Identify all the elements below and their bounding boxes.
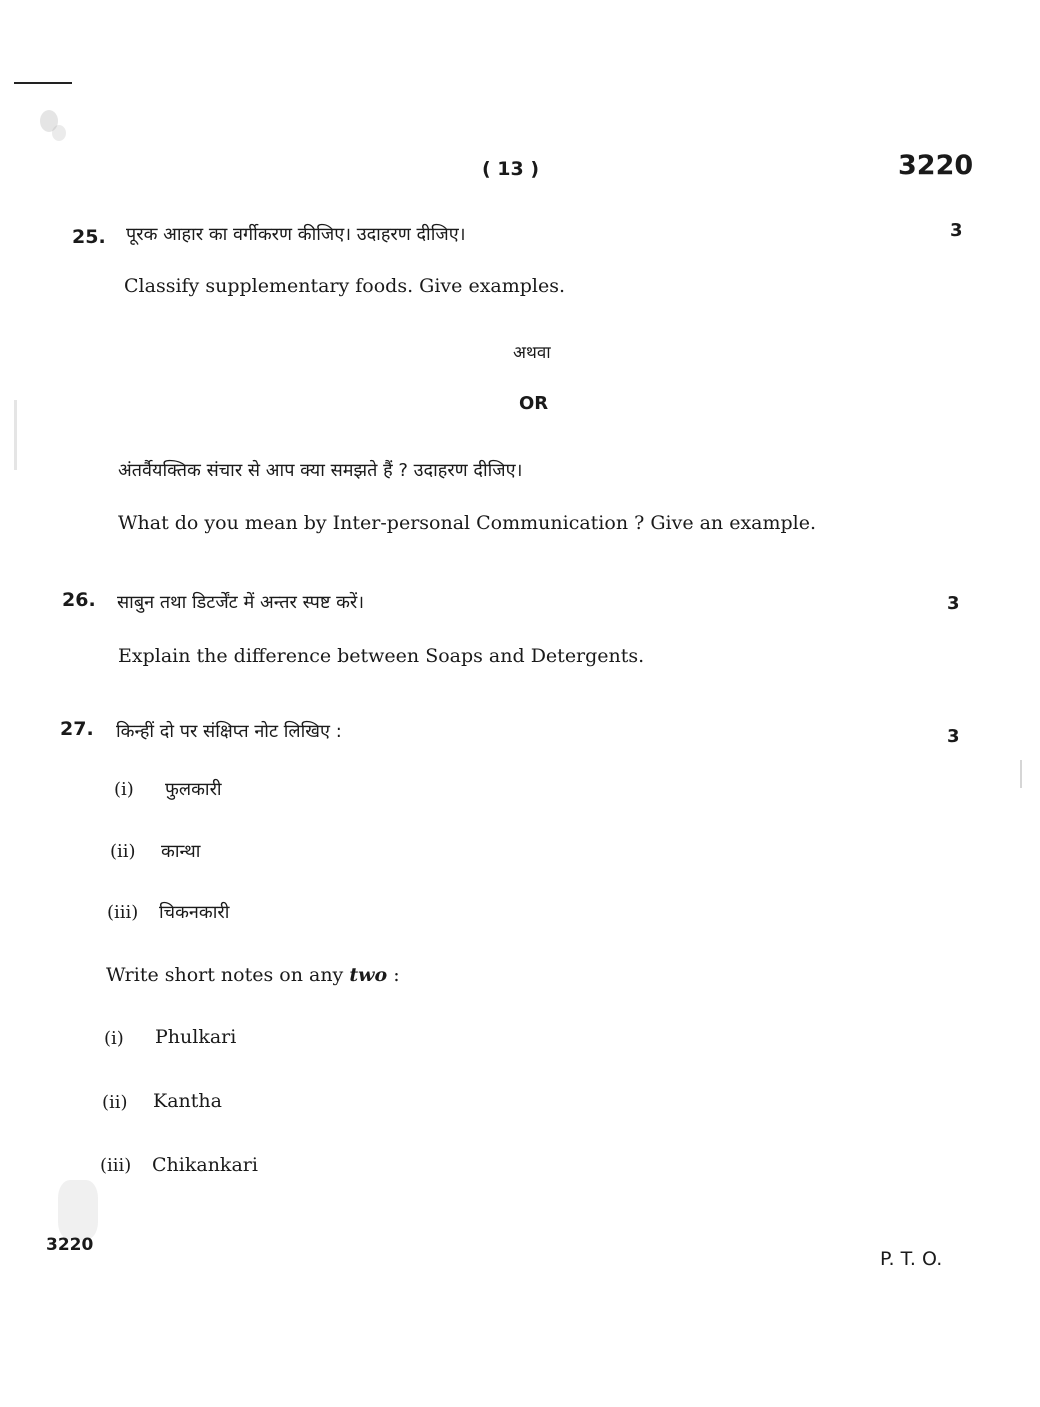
question-hindi-text: पूरक आहार का वर्गीकरण कीजिए। उदाहरण दीजिए। (126, 224, 466, 245)
scan-edge-mark (14, 400, 17, 470)
sub-item-english: Kantha (153, 1090, 222, 1112)
emphasis-text: two (349, 964, 388, 986)
or-english-label: OR (519, 393, 549, 414)
question-marks: 3 (947, 726, 960, 747)
sub-item-label: (i) (104, 1028, 124, 1049)
question-hindi-text: साबुन तथा डिटर्जेंट में अन्तर स्पष्ट करें। (117, 592, 365, 613)
alternate-question-english: What do you mean by Inter-personal Communication ? Give an example. (118, 512, 817, 534)
sub-item-label: (ii) (102, 1092, 128, 1113)
scan-edge-mark (1020, 760, 1022, 788)
sub-item-english: Phulkari (155, 1026, 237, 1048)
question-number: 27. (60, 718, 94, 740)
sub-item-hindi: चिकनकारी (159, 902, 230, 923)
question-hindi-text: किन्हीं दो पर संक्षिप्त नोट लिखिए : (116, 721, 342, 742)
question-marks: 3 (947, 593, 960, 614)
instruction-colon: : (387, 964, 400, 986)
scan-edge-mark (14, 82, 72, 84)
please-turn-over: P. T. O. (880, 1248, 943, 1270)
question-marks: 3 (950, 220, 963, 241)
question-english-text: Explain the difference between Soaps and Detergents. (118, 645, 645, 667)
or-hindi-label: अथवा (513, 343, 551, 363)
question-number: 26. (62, 589, 96, 611)
sub-item-label: (i) (114, 779, 134, 800)
sub-item-label: (iii) (107, 902, 139, 923)
question-number: 25. (72, 226, 106, 248)
sub-item-hindi: फुलकारी (165, 779, 222, 800)
scan-noise (58, 1180, 98, 1240)
alternate-question-hindi: अंतर्वैयक्तिक संचार से आप क्या समझते हैं ? उदाहरण दीजिए। (118, 460, 523, 481)
sub-item-label: (ii) (110, 841, 136, 862)
page-number: ( 13 ) (482, 158, 540, 180)
sub-item-hindi: कान्था (161, 841, 201, 862)
sub-item-english: Chikankari (152, 1154, 258, 1176)
scan-noise (52, 125, 66, 141)
sub-item-label: (iii) (100, 1155, 132, 1176)
instruction-text: Write short notes on any (106, 964, 350, 986)
paper-code-footer: 3220 (46, 1235, 94, 1255)
question-english-text: Classify supplementary foods. Give examples. (124, 275, 566, 297)
paper-code-header: 3220 (898, 150, 974, 181)
question-english-text (106, 964, 400, 986)
